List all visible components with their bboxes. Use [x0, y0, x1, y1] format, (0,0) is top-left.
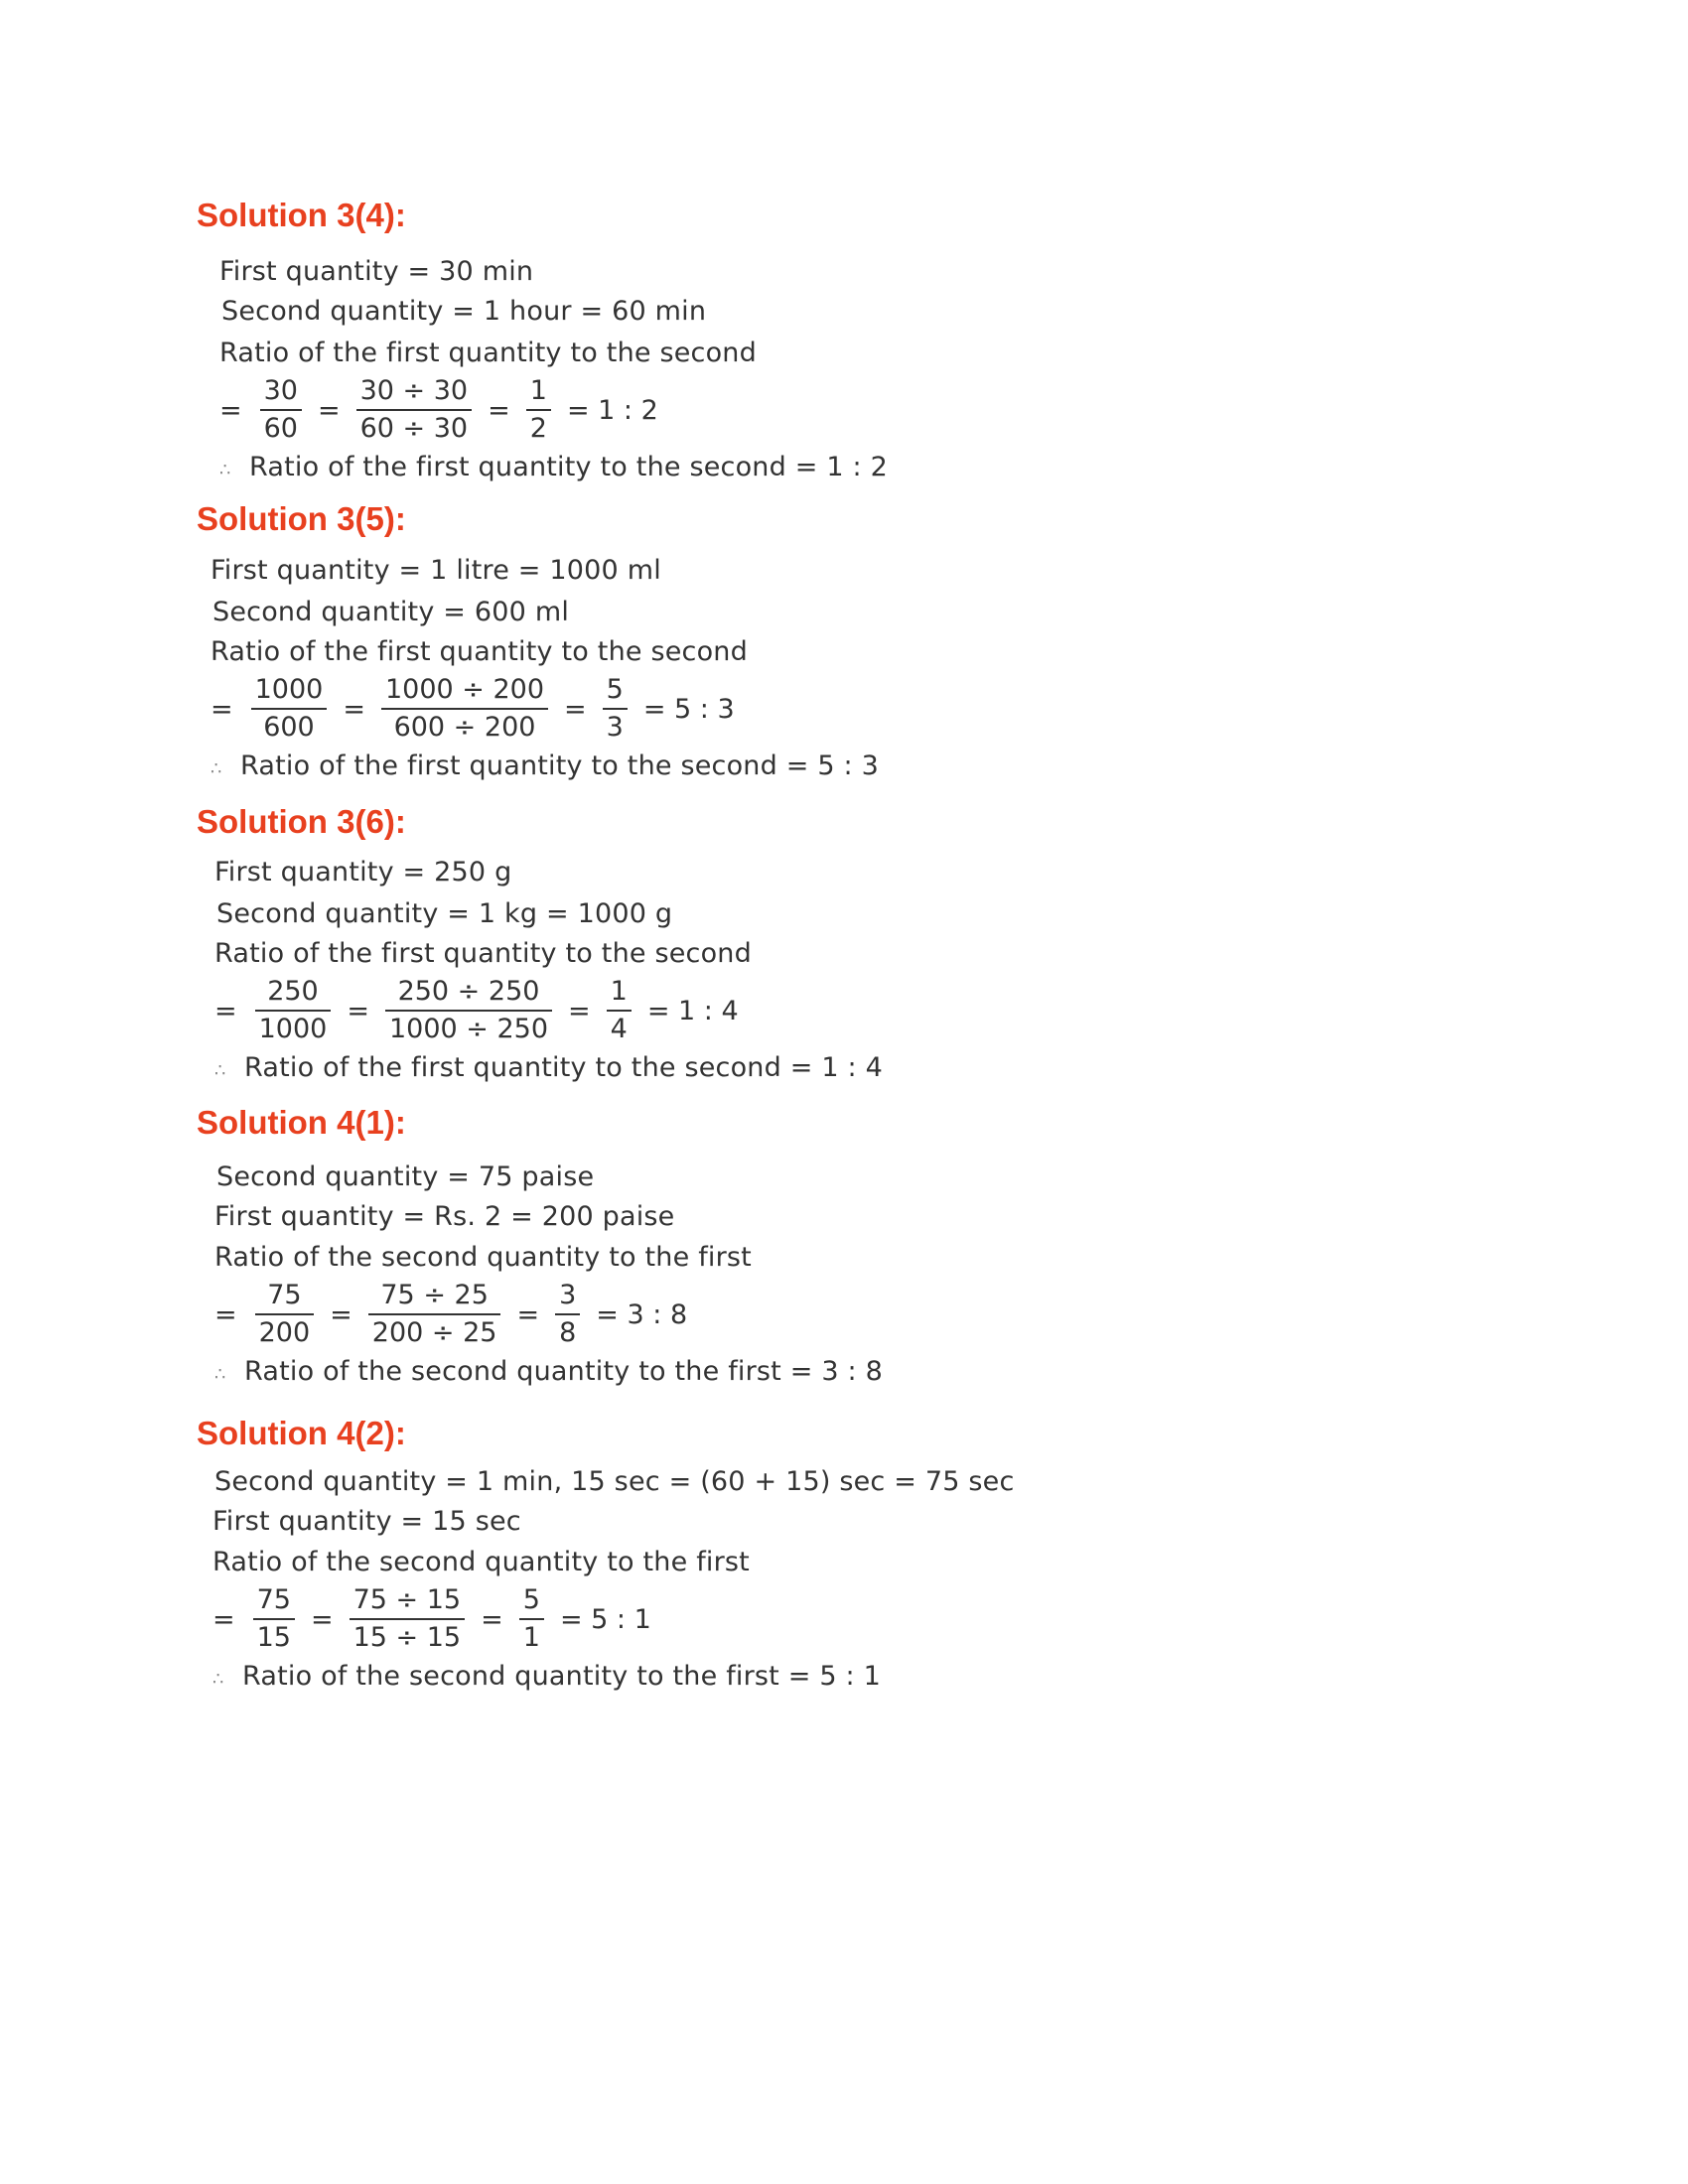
- ratio-result: = 5 : 1: [559, 1603, 651, 1635]
- therefore-icon: ∴: [214, 1060, 226, 1081]
- conclusion-line: ∴ Ratio of the second quantity to the first = 3 : 8: [214, 1354, 883, 1393]
- ratio-statement: Ratio of the second quantity to the first: [212, 1547, 750, 1577]
- equals-sign: =: [330, 1298, 352, 1330]
- fraction: $\frac{1}{4}$: [607, 974, 632, 1047]
- ratio-statement: Ratio of the first quantity to the second: [211, 636, 748, 667]
- solution-heading: Solution 3(5):: [197, 500, 406, 537]
- equals-sign: =: [516, 1298, 540, 1330]
- given-line: First quantity = 30 min: [219, 256, 534, 287]
- fraction: $\frac{30}{60}$: [260, 373, 302, 447]
- therefore-icon: ∴: [211, 758, 222, 779]
- ratio-equation: [212, 1582, 651, 1656]
- fraction: $\frac{1000}{600}$: [251, 672, 328, 746]
- equals-sign: =: [214, 1298, 237, 1330]
- solution-heading: Solution 3(4):: [197, 197, 406, 233]
- equals-sign: =: [310, 1603, 334, 1635]
- conclusion-line: ∴ Ratio of the first quantity to the second = 1 : 2: [219, 450, 888, 488]
- conclusion-line: ∴ Ratio of the first quantity to the second = 5 : 3: [211, 749, 879, 787]
- solution-heading: Solution 4(2):: [197, 1415, 406, 1451]
- fraction: $\frac{1000 \div 200}{600 \div 200}$: [381, 672, 548, 746]
- given-line: First quantity = 15 sec: [212, 1506, 521, 1537]
- equals-sign: =: [481, 1603, 503, 1635]
- ratio-statement: Ratio of the second quantity to the first: [214, 1242, 752, 1273]
- equals-sign: =: [343, 693, 365, 725]
- equals-sign: =: [214, 995, 237, 1026]
- ratio-statement: Ratio of the first quantity to the second: [219, 338, 757, 368]
- given-line: Second quantity = 1 kg = 1000 g: [216, 898, 673, 929]
- fraction: $\frac{5}{1}$: [519, 1582, 544, 1656]
- fraction: $\frac{75 \div 25}{200 \div 25}$: [368, 1278, 501, 1351]
- given-line: Second quantity = 1 min, 15 sec = (60 + 15) sec = 75 sec: [214, 1466, 1015, 1497]
- equals-sign: =: [347, 995, 369, 1026]
- equals-sign: =: [219, 394, 242, 426]
- solution-heading: Solution 4(1):: [197, 1104, 406, 1141]
- conclusion-line: ∴ Ratio of the first quantity to the second = 1 : 4: [214, 1050, 883, 1089]
- fraction: $\frac{30 \div 30}{60 \div 30}$: [356, 373, 473, 447]
- therefore-icon: ∴: [219, 460, 231, 480]
- fraction: $\frac{75 \div 15}{15 \div 15}$: [350, 1582, 466, 1656]
- fraction: $\frac{250 \div 250}{1000 \div 250}$: [385, 974, 552, 1047]
- equals-sign: =: [564, 693, 587, 725]
- fraction: $\frac{1}{2}$: [526, 373, 551, 447]
- given-line: Second quantity = 600 ml: [212, 597, 570, 627]
- conclusion-line: ∴ Ratio of the second quantity to the first = 5 : 1: [212, 1659, 881, 1698]
- fraction: $\frac{75}{200}$: [255, 1278, 315, 1351]
- ratio-equation: [214, 1278, 687, 1351]
- given-line: Second quantity = 75 paise: [216, 1161, 595, 1192]
- ratio-result: = 3 : 8: [596, 1298, 688, 1330]
- equals-sign: =: [211, 693, 233, 725]
- solution-heading: Solution 3(6):: [197, 803, 406, 840]
- given-line: First quantity = 250 g: [214, 857, 512, 887]
- ratio-equation: [214, 974, 739, 1047]
- ratio-equation: [211, 672, 735, 746]
- given-line: First quantity = 1 litre = 1000 ml: [211, 555, 661, 586]
- equals-sign: =: [212, 1603, 235, 1635]
- equals-sign: =: [488, 394, 510, 426]
- ratio-result: = 1 : 2: [566, 394, 658, 426]
- fraction: $\frac{75}{15}$: [253, 1582, 295, 1656]
- fraction: $\frac{5}{3}$: [603, 672, 628, 746]
- given-line: Second quantity = 1 hour = 60 min: [221, 296, 707, 327]
- ratio-equation: [219, 373, 658, 447]
- ratio-result: = 5 : 3: [642, 693, 735, 725]
- equals-sign: =: [568, 995, 591, 1026]
- fraction: $\frac{250}{1000}$: [255, 974, 332, 1047]
- fraction: $\frac{3}{8}$: [555, 1278, 580, 1351]
- therefore-icon: ∴: [212, 1669, 224, 1690]
- ratio-statement: Ratio of the first quantity to the second: [214, 938, 752, 969]
- given-line: First quantity = Rs. 2 = 200 paise: [214, 1201, 675, 1232]
- ratio-result: = 1 : 4: [646, 995, 739, 1026]
- therefore-icon: ∴: [214, 1364, 226, 1385]
- equals-sign: =: [317, 394, 341, 426]
